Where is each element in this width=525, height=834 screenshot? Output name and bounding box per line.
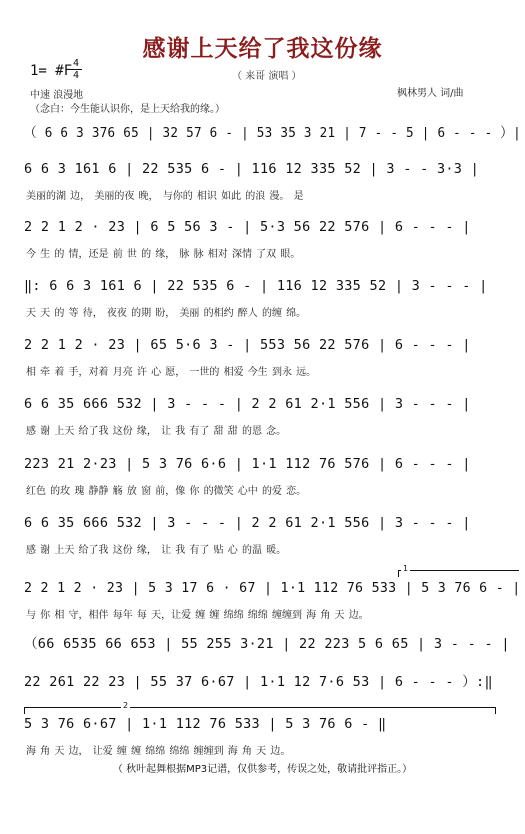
meter-bottom: 4	[72, 70, 80, 81]
key-signature: 1= #F	[30, 63, 73, 79]
lyrics-row-12: 海 角 天 边， 让爱 缠 缠 绵绵 绵绵 缠缠到 海 角 天 边。	[26, 746, 291, 757]
second-ending-number: 2	[123, 701, 129, 710]
notation-row-6: 6 6 35 666 532 | 3 - - - | 2 2 61 2·1 556 | 3 - - - |	[24, 396, 471, 412]
notation-row-11: 22 261 22 23 | 55 37 6·67 | 1·1 12 7·6 53 | 6 - - - ）:‖	[24, 674, 493, 690]
notation-row-12: 5 3 76 6·67 | 1·1 112 76 533 | 5 3 76 6 - ‖	[24, 716, 387, 732]
first-ending-bracket	[398, 564, 519, 577]
notation-row-3: 2 2 1 2 · 23 | 6 5 56 3 - | 5·3 56 22 576 | 6 - - - |	[24, 219, 471, 235]
second-ending-bracket	[24, 701, 496, 714]
notation-row-4: ‖: 6 6 3 161 6 | 22 535 6 - | 116 12 335 52 | 3 - - - |	[24, 278, 488, 294]
notation-row-8: 6 6 35 666 532 | 3 - - - | 2 2 61 2·1 556 | 3 - - - |	[24, 515, 471, 531]
notation-row-10: （66 6535 66 653 | 55 255 3·21 | 22 223 5 6 65 | 3 - - - |	[24, 636, 510, 652]
first-ending-number: 1	[403, 564, 409, 573]
intro-note: （念白：今生能认识你，是上天给我的缘。）	[30, 104, 225, 115]
transcriber-note: （ 秋叶起舞根据MP3记谱，仅供参考，传误之处，敬请批评指正。）	[112, 764, 413, 775]
song-title: 感谢上天给了我这份缘	[142, 36, 383, 62]
lyrics-row-2: 美丽的湖 边， 美丽的夜 晚， 与你的 相识 如此 的浪 漫。 是	[26, 191, 304, 202]
lyrics-row-3: 今 生 的 情，还是 前 世 的 缘， 脉 脉 相对 深情 了双 眼。	[26, 249, 301, 260]
tempo-marking: 中速 浪漫地	[30, 90, 84, 101]
lyrics-row-6: 感 谢 上天 给了我 这份 缘， 让 我 有了 甜 甜 的恩 念。	[26, 426, 287, 437]
time-signature	[70, 59, 82, 80]
notation-row-1: （ 6 6 3 376 65 | 32 57 6 - | 53 35 3 21 | 7 - - 5 | 6 - - - ）|	[24, 125, 522, 141]
lyricist-composer: 枫林男人 词/曲	[397, 88, 464, 99]
lyrics-row-5: 相 牵 着 手，对着 月亮 许 心 愿， 一世的 相爱 今生 到永 远。	[26, 367, 317, 378]
singer-credit: （ 来哥 演唱 ）	[232, 71, 302, 82]
notation-row-7: 223 21 2·23 | 5 3 76 6·6 | 1·1 112 76 576 | 6 - - - |	[24, 456, 471, 472]
notation-row-2: 6 6 3 161 6 | 22 535 6 - | 116 12 335 52 | 3 - - 3·3 |	[24, 161, 480, 177]
lyrics-row-4: 天 天 的 等 待， 夜夜 的期 盼， 美丽 的相约 醉人 的缠 绵。	[26, 308, 307, 319]
meter-top: 4	[72, 58, 80, 69]
lyrics-row-9: 与 你 相 守，相伴 每年 每 天，让爱 缠 缠 绵绵 绵绵 缠缠到 海 角 天 边。	[26, 610, 369, 621]
notation-row-9: 2 2 1 2 · 23 | 5 3 17 6 · 67 | 1·1 112 76 533 | 5 3 76 6 - |	[24, 580, 521, 596]
lyrics-row-8: 感 谢 上天 给了我 这份 缘， 让 我 有了 贴 心 的温 暖。	[26, 545, 287, 556]
notation-row-5: 2 2 1 2 · 23 | 65 5·6 3 - | 553 56 22 576 | 6 - - - |	[24, 337, 471, 353]
lyrics-row-7: 红色 的玫 瑰 静静 觞 放 窗 前，像 你 的微笑 心中 的爱 恋。	[26, 486, 307, 497]
